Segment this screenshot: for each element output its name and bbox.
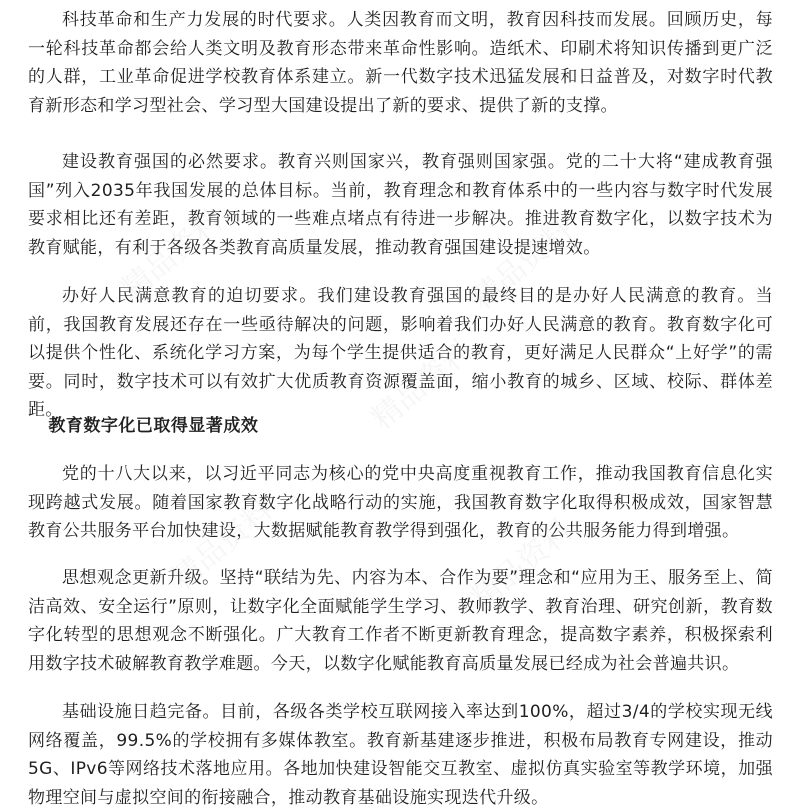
paragraph-infrastructure: 基础设施日趋完备。目前，各级各类学校互联网接入率达到100%，超过3/4的学校实现无线网络覆盖，99.5%的学校拥有多媒体教室。教育新基建逐步推进，积极布局教育专网建设，推动5G、IPv6等网络技术落地应用。各地加快建设智能交互教室、虚拟仿真实验室等教学环境，加强物理空间与虚拟空间的衔接融合，推动教育基础设施实现迭代升级。 [28, 702, 773, 808]
watermark-text: 精品资料 [165, 492, 280, 597]
paragraph-people-satisfied: 办好人民满意教育的迫切要求。我们建设教育强国的最终目的是办好人民满意的教育。当前，我国教育发展还存在一些亟待解决的问题，影响着我们办好人民满意的教育。教育数字化可以提供个性化、系统化学习方案，为每个学生提供适合的教育，更好满足人民群众“上好学”的需要。同时，数字技术可以有效扩大优质教育资源覆盖面，缩小教育的城乡、区域、校际、群体差距。 [28, 286, 773, 420]
section-heading: 教育数字化已取得显著成效 [48, 416, 259, 436]
paragraph-mindset-upgrade: 思想观念更新升级。坚持“联结为先、内容为本、合作为要”理念和“应用为王、服务至上、简洁高效、安全运行”原则，让数字化全面赋能学生学习、教师教学、教育治理、研究创新，教育数字化转型的思想观念不断强化。广大教育工作者不断更新教育理念，提高数字素养，积极探索利用数字技术破解教育教学难题。今天，以数字化赋能教育高质量发展已经成为社会普遍共识。 [28, 568, 773, 674]
paragraph-education-power: 建设教育强国的必然要求。教育兴则国家兴，教育强则国家强。党的二十大将“建成教育强国”列入2035年我国发展的总体目标。当前，教育理念和教育体系中的一些内容与数字时代发展要求相比还有差距，教育领域的一些难点堵点有待进一步解决。推进教育数字化，以数字技术为教育赋能，有利于各级各类教育高质量发展，推动教育强国建设提速增效。 [28, 152, 773, 258]
watermark-text: 精品资料 [115, 202, 230, 307]
watermark-text: 精品资料 [365, 332, 480, 437]
watermark-text: 精品资料 [465, 212, 580, 317]
paragraph-tech-revolution: 科技革命和生产力发展的时代要求。人类因教育而文明，教育因科技而发展。回顾历史，每一轮科技革命都会给人类文明及教育形态带来革命性影响。造纸术、印刷术将知识传播到更广泛的人群，工业革命促进学校教育体系建立。新一代数字技术迅猛发展和日益普及，对数字时代教育新形态和学习型社会、学习型大国建设提出了新的要求、提供了新的支撑。 [28, 10, 773, 116]
watermark-text: 精品资料 [465, 512, 580, 617]
paragraph-party-congress: 党的十八大以来，以习近平同志为核心的党中央高度重视教育工作，推动我国教育信息化实现跨越式发展。随着国家教育数字化战略行动的实施，我国教育数字化取得积极成效，国家智慧教育公共服务平台加快建设，大数据赋能教育教学得到强化，教育的公共服务能力得到增强。 [28, 464, 773, 541]
